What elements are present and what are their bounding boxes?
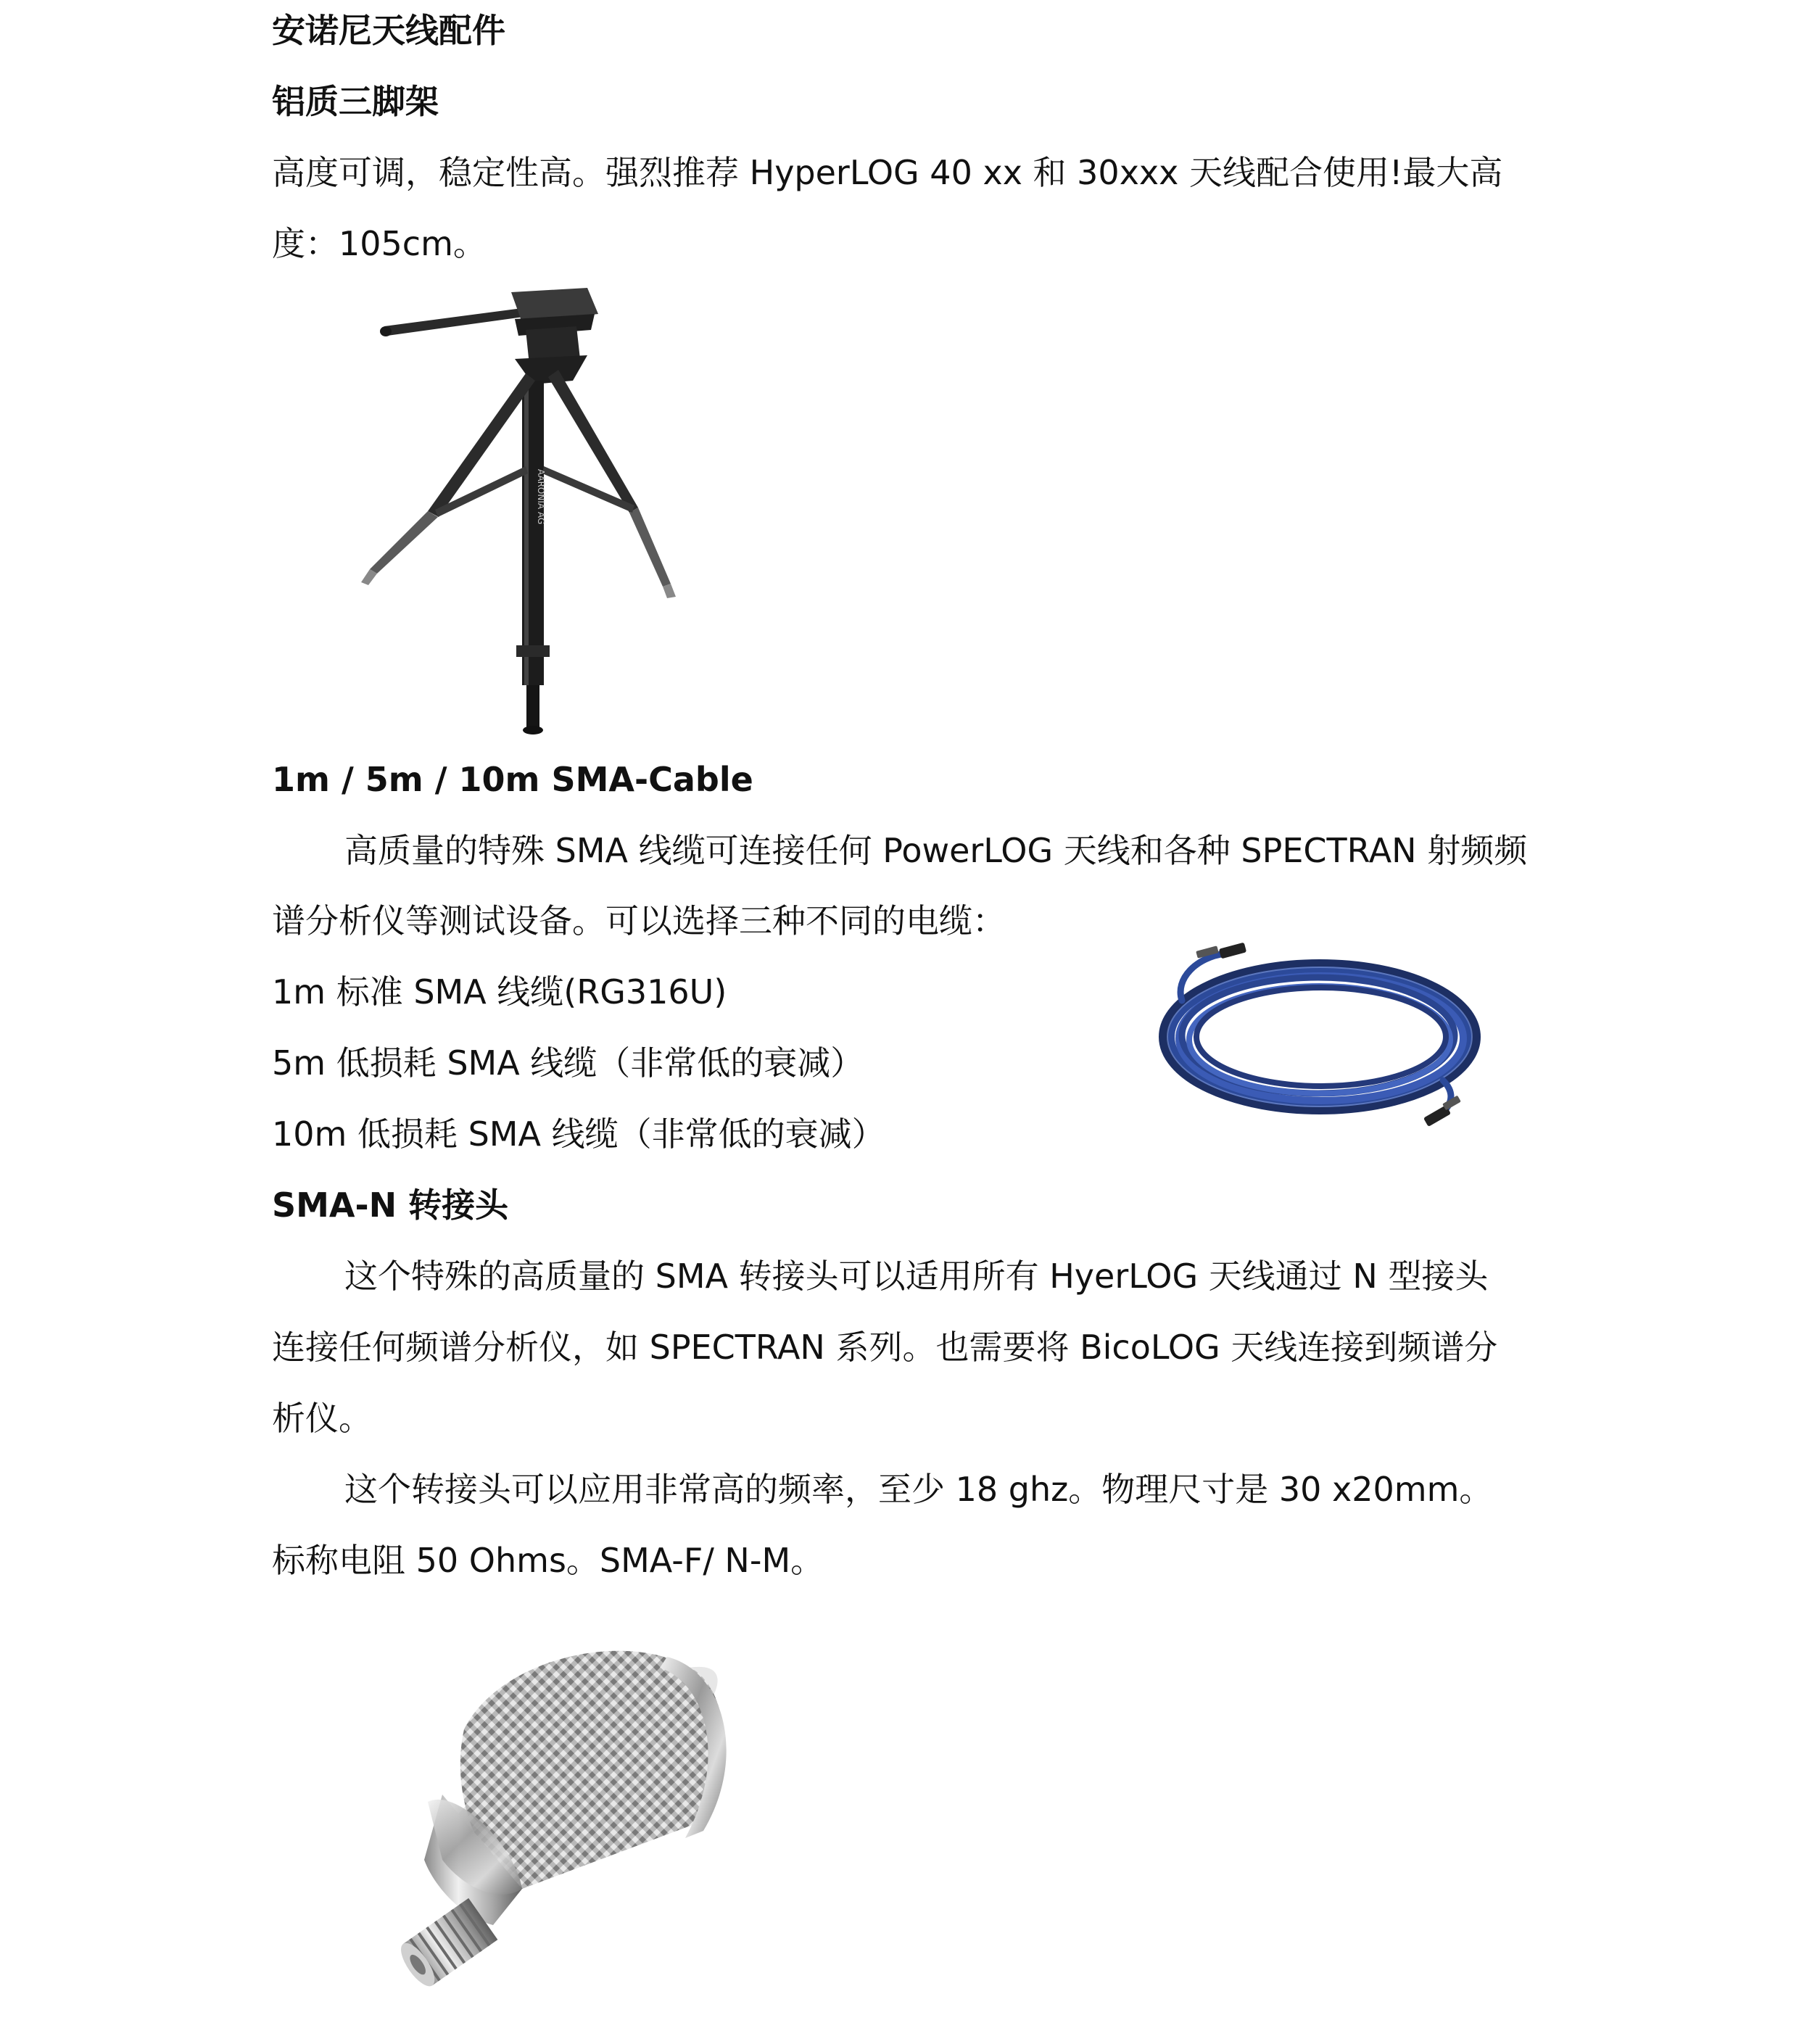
tripod-heading: 铝质三脚架	[272, 82, 439, 121]
adapter-p2-line-1: 这个转接头可以应用非常高的频率，至少 18 ghz。物理尺寸是 30 x20mm。	[344, 1470, 1493, 1509]
cable-option-10m: 10m 低损耗 SMA 线缆（非常低的衰减）	[272, 1114, 885, 1154]
adapter-p1-line-2: 连接任何频谱分析仪，如 SPECTRAN 系列。也需要将 BicoLOG 天线连接到频谱分	[272, 1328, 1498, 1367]
adapter-p2-line-2: 标称电阻 50 Ohms。SMA-F/ N-M。	[272, 1541, 824, 1580]
cable-desc-line-2: 谱分析仪等测试设备。可以选择三种不同的电缆：	[272, 901, 1006, 940]
tripod-brand-label: AARONIA AG	[536, 468, 546, 525]
cable-option-1m: 1m 标准 SMA 线缆(RG316U)	[272, 972, 727, 1011]
cable-desc-line-1: 高质量的特殊 SMA 线缆可连接任何 PowerLOG 天线和各种 SPECTRAN 射频频	[344, 831, 1528, 870]
cable-heading: 1m / 5m / 10m SMA-Cable	[272, 760, 753, 799]
tripod-desc-line-1: 高度可调，稳定性高。强烈推荐 HyperLOG 40 xx 和 30xxx 天线配合使用!最大高	[272, 153, 1503, 192]
adapter-heading: SMA-N 转接头	[272, 1186, 509, 1225]
document-title: 安诺尼天线配件	[272, 11, 505, 50]
sma-cable-image	[1153, 935, 1486, 1131]
adapter-p1-line-3: 析仪。	[272, 1399, 372, 1438]
adapter-p1-line-1: 这个特殊的高质量的 SMA 转接头可以适用所有 HyerLOG 天线通过 N 型接头	[344, 1257, 1489, 1296]
cable-option-5m: 5m 低损耗 SMA 线缆（非常低的衰减）	[272, 1043, 864, 1083]
sma-n-adapter-image	[355, 1628, 761, 2037]
tripod-image	[348, 279, 696, 743]
tripod-desc-line-2: 度：105cm。	[272, 224, 487, 263]
